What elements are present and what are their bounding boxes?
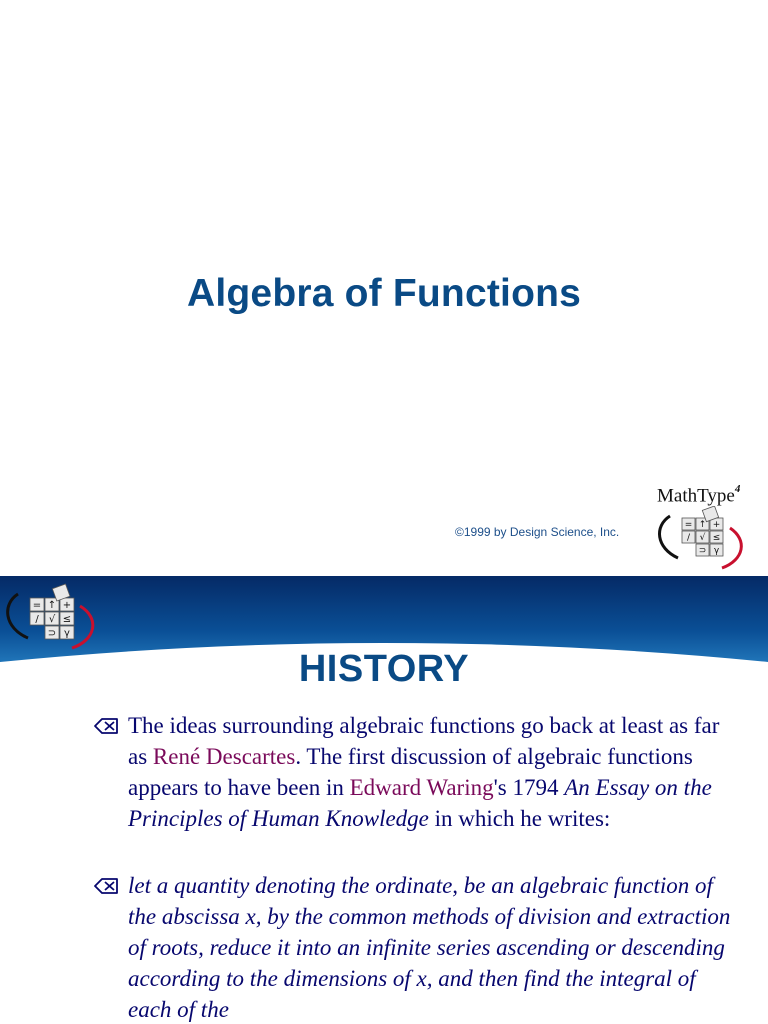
history-slide [0,576,768,1024]
bullet-item [93,870,743,1024]
slide-heading: HISTORY [298,648,470,690]
copyright-text: ©1999 by Design Science, Inc. [455,525,620,539]
bullet-text-part: The ideas surrounding algebraic functions go back at least as far as [128,713,720,769]
logo-key-label: ↑ [47,600,57,611]
bullet-text-part: 's 1794 [493,775,565,800]
bullet-text-part: in which he writes: [428,806,611,831]
mathtype-wordmark: MathType$^4$ [657,483,741,507]
link-rene-descartes[interactable]: René Descartes [152,744,296,769]
logo-key-label: √ [48,614,56,625]
logo-key-label: + [712,520,721,530]
logo-key-label: ⊃ [698,546,707,556]
slide-title: Algebra of Functions [187,272,581,315]
bullet-text [128,710,743,834]
logo-key-label: ↑ [698,520,707,530]
mathtype-logo-icon [652,506,748,570]
bullet-box-x-icon [93,876,119,896]
logo-key-label: = [32,600,42,611]
bullet-item [93,710,743,834]
logo-key-label: ≤ [62,614,72,625]
logo-key-label: γ [713,546,720,556]
logo-key-label: γ [64,628,70,639]
logo-key-label: + [62,600,72,611]
bullet-box-x-icon [93,716,119,736]
book-title: An Essay on the Principles of Human Knowledge [128,775,712,831]
link-edward-waring[interactable]: Edward Waring [349,775,494,800]
logo-key-label: = [684,520,693,530]
logo-key-label: / [686,533,691,543]
logo-key-label: / [35,614,39,625]
logo-key-label: ⊃ [47,628,57,639]
quote-text: let a quantity denoting the ordinate, be an algebraic function of the abscissa x, by the common methods of division and extraction of roots, reduce it into an infinite series ascending or descending according to the dimensions of x, and then find the integral of each of the [128,873,731,1022]
logo-key-label: ≤ [712,533,721,543]
bullet-text-part: . The first discussion of algebraic functions appears to have been in [128,744,693,800]
mathtype-logo-icon [0,580,104,652]
logo-key-label: √ [699,533,706,543]
